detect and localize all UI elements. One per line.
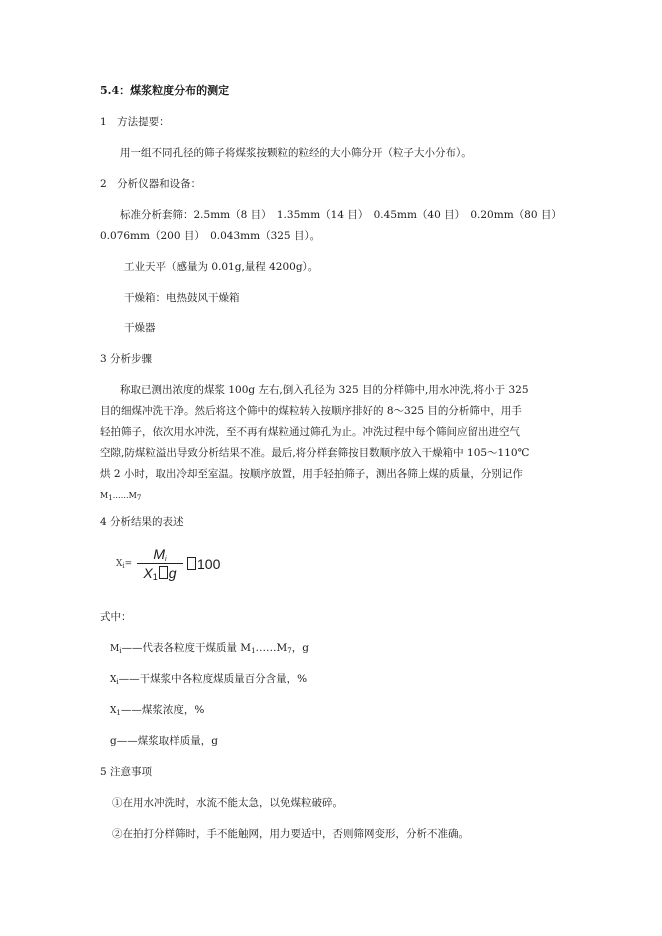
formula-fraction (135, 545, 185, 582)
definition-mi: $M_i——$代表各粒度干煤质量 $M_1\dots\dots M_7$，g (110, 642, 309, 655)
s4-heading: 4 分析结果的表述 (100, 516, 184, 528)
formula (116, 545, 236, 587)
s3-line-3: 轻拍筛子，依次用水冲洗，至不再有煤粒通过筛孔为止。冲洗过程中每个筛间应留出进空气 (100, 426, 520, 438)
missing-glyph-box-icon (159, 566, 168, 579)
s2-heading: 2 分析仪器和设备： (100, 178, 202, 190)
where-label: 式中： (100, 611, 132, 623)
section-title: 5.4：煤浆粒度分布的测定 (100, 84, 230, 97)
definition-xi: $X_i——$干煤浆中各粒度煤质量百分含量，% (110, 673, 308, 686)
s5-note-1: ①在用水冲洗时，水流不能太急，以免煤粒破碎。 (112, 797, 343, 809)
s2-sieves-line2: 0.076mm（200 目） 0.043mm（325 目）。 (100, 230, 321, 242)
s1-body: 用一组不同孔径的筛子将煤浆按颗粒的粒经的大小筛分开（粒子大小分布）。 (120, 147, 472, 159)
formula-numerator: $M_i$ (153, 546, 167, 563)
s5-heading: 5 注意事项 (100, 766, 153, 778)
s2-desiccator: 干燥器 (124, 322, 156, 334)
formula-denominator: $X_1$ g (143, 565, 177, 582)
s3-line-6: $M_1\dots\dots M_7$ (100, 491, 142, 502)
s2-balance: 工业天平（感量为 0.01g,量程 4200g）。 (124, 261, 319, 273)
s1-heading: 1 方法提要： (100, 116, 170, 128)
s3-line-2: 目的细煤冲洗干净。然后将这个筛中的煤粒转入按顺序排好的 8～325 目的分析筛中，用手 (100, 405, 522, 417)
s3-line-5: 烘 2 小时，取出冷却至室温。按顺序放置，用手轻拍筛子，测出各筛上煤的质量，分别记作 (100, 468, 523, 480)
s2-sieves-line1: 标准分析套筛：2.5mm（8 目） 1.35mm（14 目） 0.45mm（40 目） 0.20mm（80 目） (120, 209, 562, 221)
s3-line-1: 称取已测出浓度的煤浆 100g 左右,倒入孔径为 325 目的分样筛中,用水冲洗,将小于 325 (120, 384, 529, 396)
s2-oven: 干燥箱：电热鼓风干燥箱 (124, 292, 240, 304)
s3-line-4: 空隙,防煤粒溢出导致分析结果不准。最后,将分样套筛按目数顺序放入干燥箱中 105～110℃ (100, 447, 530, 459)
definition-g: g——煤浆取样质量，g (110, 735, 218, 747)
s3-heading: 3 分析步骤 (100, 353, 153, 365)
definition-x1: $X_1——$煤浆浓度，% (110, 704, 205, 717)
formula-lhs: $X_i=$ (116, 559, 133, 570)
s5-note-2: ②在拍打分样筛时，手不能触网，用力要适中，否则筛网变形，分析不准确。 (112, 828, 469, 840)
missing-glyph-box-icon (187, 557, 196, 570)
formula-rhs: 100 (186, 556, 220, 572)
